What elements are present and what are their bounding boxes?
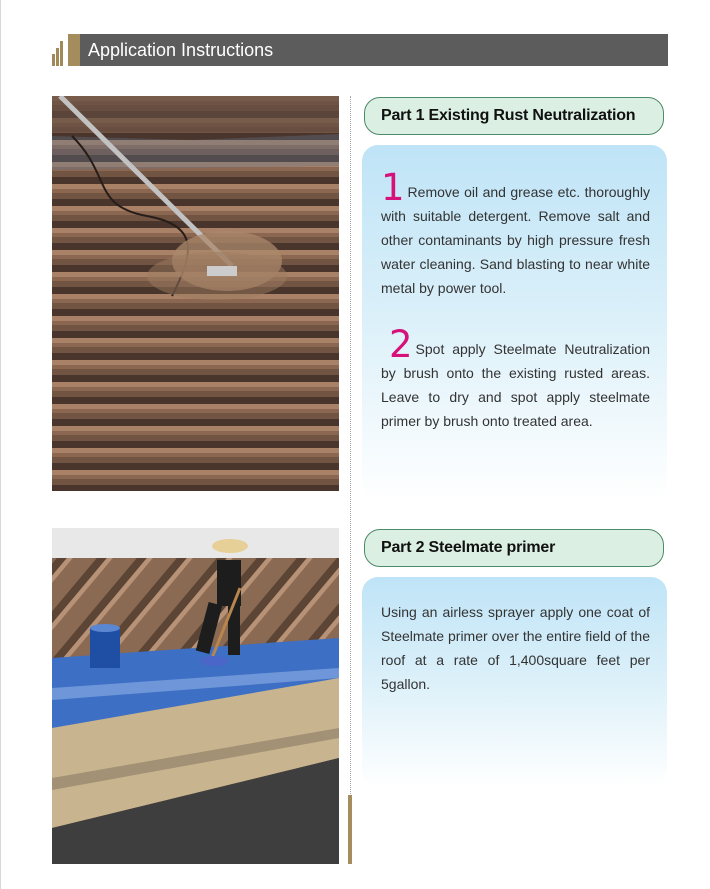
part1-step-2: [381, 323, 650, 433]
gold-accent-bar: [348, 795, 352, 864]
page-edge: [0, 0, 1, 889]
column-divider: [350, 96, 351, 864]
part2-text: Using an airless sprayer apply one coat of Steelmate primer over the entire field of the roof at a rate of 1,400square feet per 5gallon.: [381, 604, 650, 692]
part1-step-1: [381, 166, 650, 300]
header-accent: [68, 34, 80, 66]
step-number: 2: [389, 323, 413, 366]
primer-application-photo: [52, 528, 339, 864]
part1-heading: Part 1 Existing Rust Neutralization: [364, 97, 664, 135]
step-number: 1: [381, 166, 405, 209]
part2-heading: Part 2 Steelmate primer: [364, 529, 664, 567]
rust-blasting-photo: [52, 96, 339, 491]
header-bars-icon: [52, 34, 68, 66]
page-title: Application Instructions: [88, 40, 274, 60]
header-bar: [80, 34, 668, 66]
step-text: Spot apply Steelmate Neutralization by brush onto the existing rusted areas. Leave to dry and spot apply steelmate primer by brush onto treated area.: [381, 341, 650, 429]
step-text: Remove oil and grease etc. thoroughly with suitable detergent. Remove salt and other contaminants by high pressure fresh water cleaning. Sand blasting to near white metal by power tool.: [381, 184, 650, 296]
